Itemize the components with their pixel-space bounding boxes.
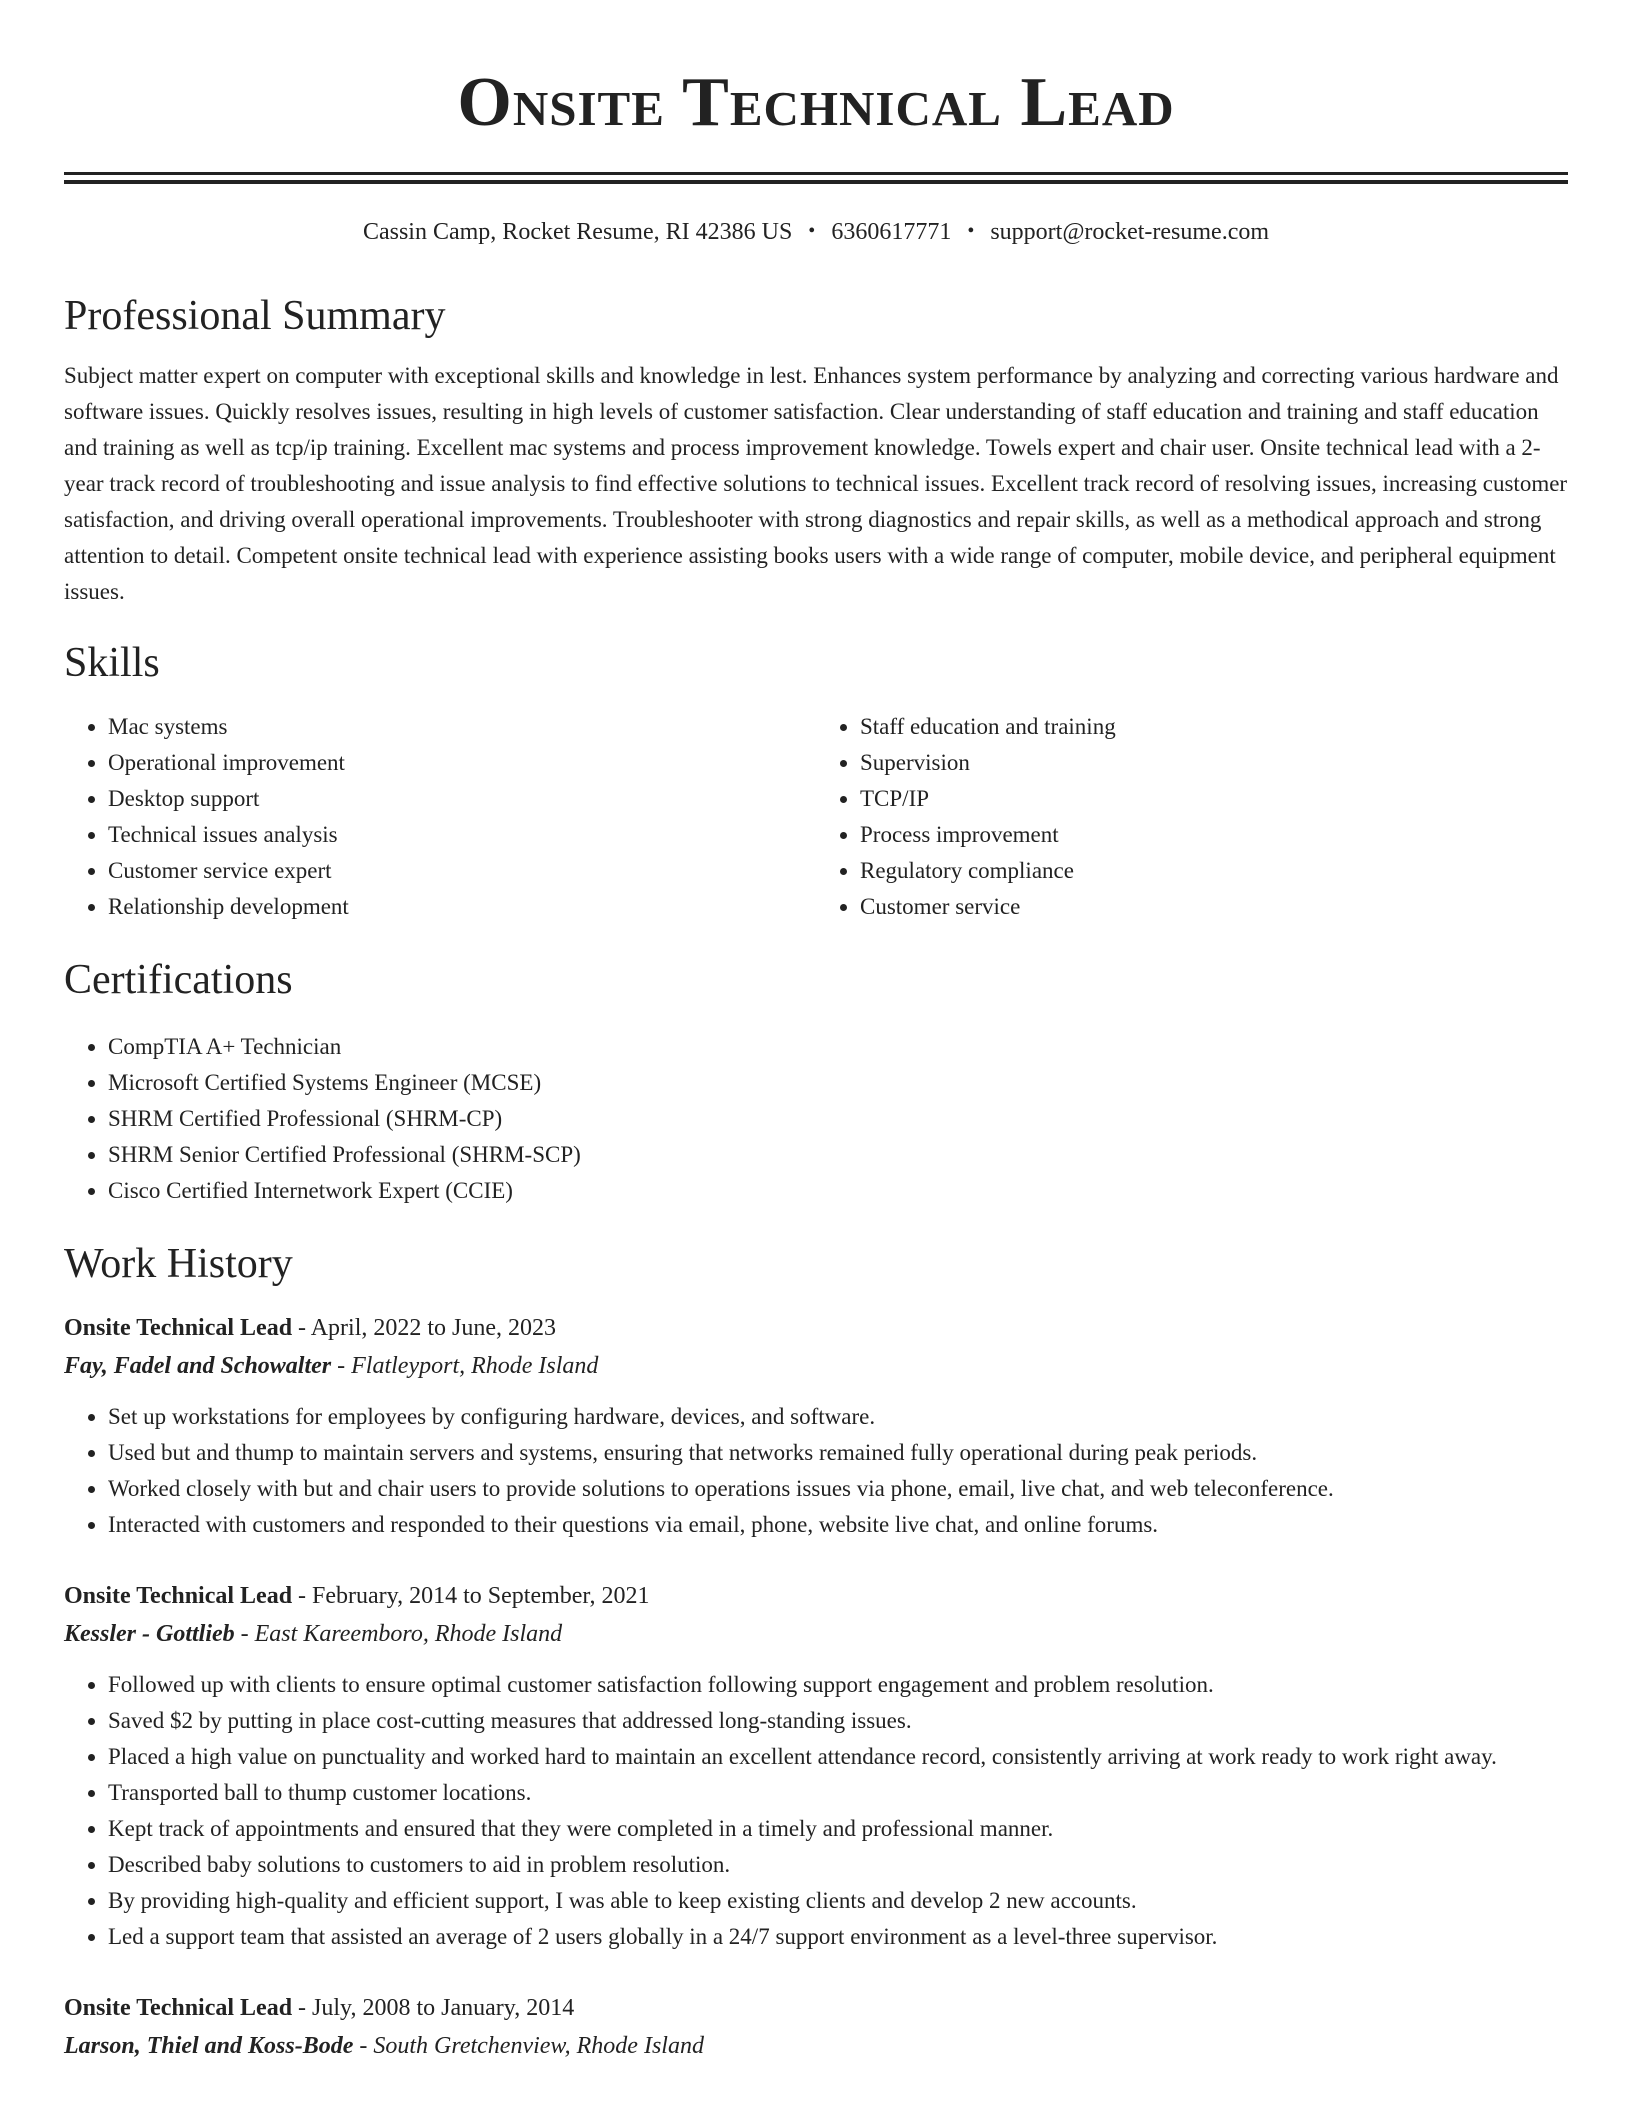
- job-bullet: • Led a support team that assisted an average of 2 users globally in a 24/7 support environment as a level-three supervisor.: [108, 1919, 1568, 1955]
- summary-text: Subject matter expert on computer with exceptional skills and knowledge in lest. Enhances system performance by analyzing and correcting various hardware and software issues. Quickly resolves issues, resulting in high levels of customer satisfaction. Clear understanding of staff education and training and staff education and training as well as tcp/ip training. Excellent mac systems and process improvement knowledge. Towels expert and chair user. Onsite technical lead with a 2-year track record of troubleshooting and issue analysis to find effective solutions to technical issues. Excellent track record of resolving issues, increasing customer satisfaction, and driving overall operational improvements. Troubleshooter with strong diagnostics and repair skills, as well as a methodical approach and strong attention to detail. Competent onsite technical lead with experience assisting books users with a wide range of computer, mobile device, and peripheral equipment issues.: [64, 363, 1568, 605]
- job-dates: - April, 2022 to June, 2023: [292, 1315, 557, 1342]
- title-divider-top: [64, 172, 1568, 175]
- skill-item: • Operational improvement: [108, 745, 816, 781]
- certification-item: • SHRM Certified Professional (SHRM-CP): [108, 1101, 1568, 1137]
- job-entry: [64, 1989, 1568, 2065]
- job-bullet: • Placed a high value on punctuality and worked hard to maintain an excellent attendance record, consistently arriving at work ready to work right away.: [108, 1739, 1568, 1775]
- resume-title: Onsite Technical Lead: [457, 64, 1175, 141]
- job-bullet: • Kept track of appointments and ensured that they were completed in a timely and professional manner.: [108, 1811, 1568, 1847]
- job-title-line: [64, 1989, 1568, 2027]
- job-bullet: • Followed up with clients to ensure optimal customer satisfaction following support engagement and problem resolution.: [108, 1667, 1568, 1703]
- certifications-heading: Certifications: [64, 956, 293, 1003]
- job-bullet: • Worked closely with but and chair users to provide solutions to operations issues via phone, email, live chat, and web teleconference.: [108, 1471, 1568, 1507]
- job-bullet: • Used but and thump to maintain servers and systems, ensuring that networks remained fully operational during peak periods.: [108, 1435, 1568, 1471]
- job-company: Larson, Thiel and Koss-Bode: [64, 2033, 354, 2060]
- job-company: Fay, Fadel and Schowalter: [64, 1353, 332, 1380]
- job-entry: [64, 1577, 1568, 1955]
- job-company-line: [64, 1347, 1568, 1385]
- job-bullet: • Saved $2 by putting in place cost-cutting measures that addressed long-standing issues.: [108, 1703, 1568, 1739]
- skills-heading: Skills: [64, 640, 160, 687]
- job-dates: - July, 2008 to January, 2014: [292, 1995, 575, 2022]
- job-bullet: • Transported ball to thump customer locations.: [108, 1775, 1568, 1811]
- contact-address: Cassin Camp, Rocket Resume, RI 42386 US: [362, 219, 793, 245]
- job-bullet: • Interacted with customers and responded to their questions via email, phone, website live chat, and online forums.: [108, 1507, 1568, 1543]
- certification-item: • SHRM Senior Certified Professional (SHRM-SCP): [108, 1137, 1568, 1173]
- skills-list-left: [64, 709, 816, 925]
- skill-item: • Desktop support: [108, 781, 816, 817]
- job-bullet: • Set up workstations for employees by configuring hardware, devices, and software.: [108, 1399, 1568, 1435]
- job-bullets: [64, 1399, 1568, 1543]
- skill-item: • Technical issues analysis: [108, 817, 816, 853]
- job-title: Onsite Technical Lead: [64, 1583, 293, 1610]
- job-location: - South Gretchenview, Rhode Island: [353, 2033, 704, 2060]
- certification-item: • Cisco Certified Internetwork Expert (CCIE): [108, 1173, 1568, 1209]
- job-title: Onsite Technical Lead: [64, 1315, 293, 1342]
- job-title-line: [64, 1309, 1568, 1347]
- job-company-line: [64, 2027, 1568, 2065]
- job-title-line: [64, 1577, 1568, 1615]
- job-entry: [64, 1309, 1568, 1543]
- skill-item: • Mac systems: [108, 709, 816, 745]
- job-company-line: [64, 1615, 1568, 1653]
- job-company: Kessler - Gottlieb: [64, 1621, 235, 1648]
- certification-item: • CompTIA A+ Technician: [108, 1029, 1568, 1065]
- job-dates: - February, 2014 to September, 2021: [292, 1583, 650, 1610]
- title-divider-bottom: [64, 180, 1568, 184]
- skill-item: • Regulatory compliance: [860, 853, 1568, 889]
- skill-item: • Customer service expert: [108, 853, 816, 889]
- certification-item: • Microsoft Certified Systems Engineer (MCSE): [108, 1065, 1568, 1101]
- job-title: Onsite Technical Lead: [64, 1995, 293, 2022]
- contact-line: [64, 218, 1568, 247]
- job-bullet: • By providing high-quality and efficient support, I was able to keep existing clients and develop 2 new accounts.: [108, 1883, 1568, 1919]
- contact-email: support@rocket-resume.com: [990, 219, 1270, 245]
- skill-item: • Relationship development: [108, 889, 816, 925]
- skill-item: • Supervision: [860, 745, 1568, 781]
- job-location: - East Kareemboro, Rhode Island: [234, 1621, 563, 1648]
- summary-heading: Professional Summary: [64, 292, 446, 339]
- skill-item: • Staff education and training: [860, 709, 1568, 745]
- skills-columns: [64, 709, 1568, 925]
- job-bullets: [64, 1667, 1568, 1955]
- contact-separator: •: [967, 220, 975, 242]
- skill-item: • TCP/IP: [860, 781, 1568, 817]
- contact-phone: 6360617771: [831, 219, 952, 245]
- skill-item: • Customer service: [860, 889, 1568, 925]
- work-history-heading: Work History: [64, 1240, 293, 1287]
- skill-item: • Process improvement: [860, 817, 1568, 853]
- job-bullet: • Described baby solutions to customers to aid in problem resolution.: [108, 1847, 1568, 1883]
- certifications-list: [64, 1029, 1568, 1209]
- skills-list-right: [816, 709, 1568, 925]
- contact-separator: •: [808, 220, 816, 242]
- job-location: - Flatleyport, Rhode Island: [331, 1353, 599, 1380]
